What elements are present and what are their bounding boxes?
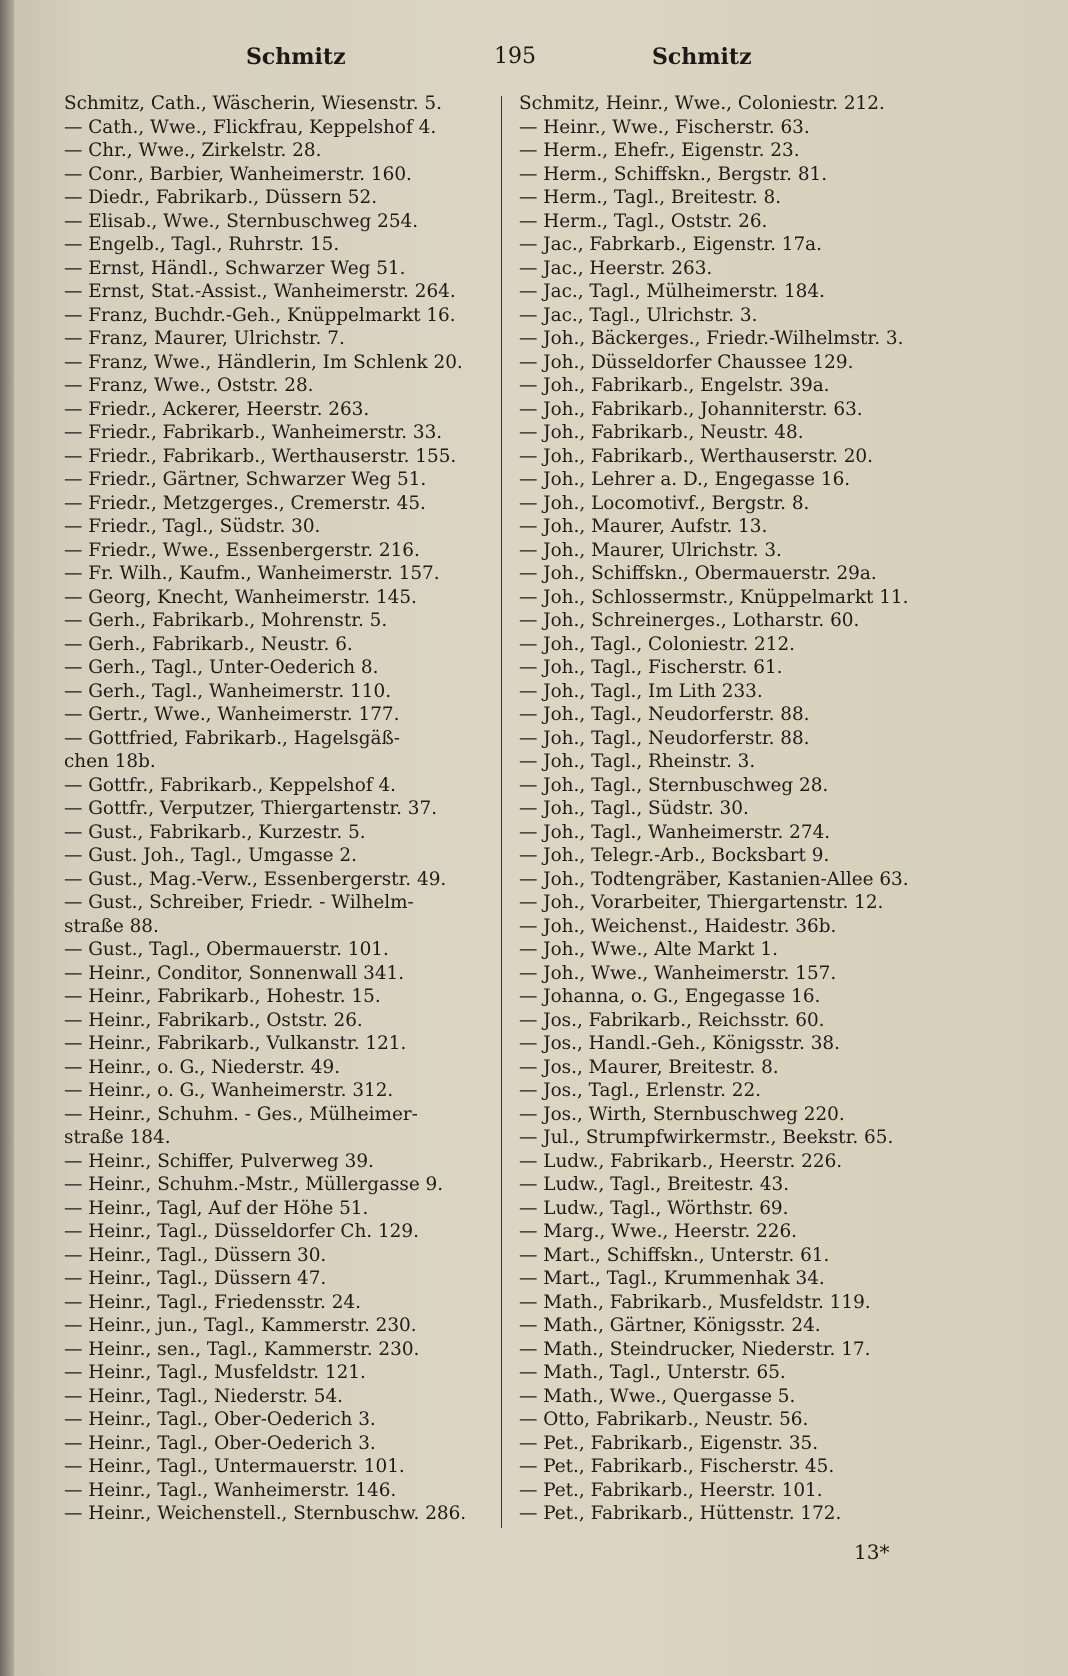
directory-entry: — Gottfr., Fabrikarb., Keppelshof 4. bbox=[64, 774, 397, 796]
directory-entry: — Jac., Fabrkarb., Eigenstr. 17a. bbox=[519, 234, 822, 255]
directory-entry: — Joh., Locomotivf., Bergstr. 8. bbox=[519, 492, 810, 514]
directory-entry: — Heinr., Tagl., Ober-Oederich 3. bbox=[64, 1432, 376, 1454]
directory-entry: — Cath., Wwe., Flickfrau, Keppelshof 4. bbox=[64, 116, 437, 138]
directory-entry: — Friedr., Gärtner, Schwarzer Weg 51. bbox=[64, 469, 427, 490]
directory-entry: — Joh., Fabrikarb., Johanniterstr. 63. bbox=[519, 398, 863, 420]
directory-entry: — Ernst, Händl., Schwarzer Weg 51. bbox=[64, 257, 406, 279]
directory-page bbox=[14, 0, 1068, 1676]
directory-entry: — Math., Steindrucker, Niederstr. 17. bbox=[519, 1338, 871, 1360]
directory-entry: — Jos., Tagl., Erlenstr. 22. bbox=[519, 1080, 762, 1101]
directory-entry: — Franz, Wwe., Oststr. 28. bbox=[64, 375, 314, 396]
directory-entry: — Gust., Mag.-Verw., Essenbergerstr. 49. bbox=[64, 868, 447, 890]
directory-entry: — Joh., Bäckerges., Friedr.-Wilhelmstr. 3. bbox=[519, 328, 904, 349]
directory-entry: — Joh., Wwe., Wanheimerstr. 157. bbox=[519, 962, 837, 984]
directory-entry: — Joh., Tagl., Fischerstr. 61. bbox=[519, 657, 783, 678]
directory-entry: — Friedr., Fabrikarb., Werthauserstr. 155. bbox=[64, 445, 457, 467]
directory-entry: — Joh., Fabrikarb., Neustr. 48. bbox=[519, 422, 804, 443]
directory-entry: straße 88. bbox=[64, 915, 159, 937]
directory-entry: — Joh., Tagl., Im Lith 233. bbox=[519, 680, 763, 702]
directory-entry: — Jac., Tagl., Ulrichstr. 3. bbox=[519, 304, 758, 326]
directory-entry: — Gust., Schreiber, Friedr. - Wilhelm- bbox=[64, 892, 414, 913]
directory-entry: — Heinr., Tagl., Düssern 30. bbox=[64, 1244, 327, 1266]
directory-entry: — Friedr., Fabrikarb., Wanheimerstr. 33. bbox=[64, 422, 443, 443]
directory-entry: — Johanna, o. G., Engegasse 16. bbox=[519, 986, 821, 1007]
directory-entry: — Joh., Maurer, Ulrichstr. 3. bbox=[519, 539, 782, 561]
signature-mark: 13* bbox=[854, 1540, 890, 1564]
directory-entry: Schmitz, Heinr., Wwe., Coloniestr. 212. bbox=[519, 93, 885, 114]
directory-entry: — Heinr., Tagl., Wanheimerstr. 146. bbox=[64, 1479, 397, 1501]
directory-entry: — Engelb., Tagl., Ruhrstr. 15. bbox=[64, 234, 340, 255]
directory-entry: — Joh., Fabrikarb., Engelstr. 39a. bbox=[519, 375, 830, 396]
directory-entry: — Gottfried, Fabrikarb., Hagelsgäß- bbox=[64, 727, 400, 749]
directory-entry: — Gerh., Fabrikarb., Neustr. 6. bbox=[64, 633, 353, 655]
directory-entry: — Mart., Schiffskn., Unterstr. 61. bbox=[519, 1244, 830, 1266]
directory-entry: — Pet., Fabrikarb., Eigenstr. 35. bbox=[519, 1432, 819, 1454]
directory-entry: — Gust., Tagl., Obermauerstr. 101. bbox=[64, 939, 389, 960]
directory-entry: — Herm., Tagl., Oststr. 26. bbox=[519, 210, 768, 232]
page-number: 195 bbox=[494, 44, 536, 69]
directory-entry: — Pet., Fabrikarb., Fischerstr. 45. bbox=[519, 1456, 835, 1477]
directory-entry: — Joh., Tagl., Wanheimerstr. 274. bbox=[519, 821, 831, 843]
directory-entry: — Ludw., Fabrikarb., Heerstr. 226. bbox=[519, 1150, 843, 1172]
directory-entry: — Jac., Heerstr. 263. bbox=[519, 257, 713, 279]
directory-entry: — Franz, Buchdr.-Geh., Knüppelmarkt 16. bbox=[64, 304, 456, 326]
directory-entry: — Joh., Maurer, Aufstr. 13. bbox=[519, 516, 768, 537]
directory-entry: — Math., Tagl., Unterstr. 65. bbox=[519, 1362, 786, 1383]
directory-entry: — Jul., Strumpfwirkermstr., Beekstr. 65. bbox=[519, 1127, 894, 1148]
directory-entry: — Joh., Todtengräber, Kastanien-Allee 63. bbox=[519, 868, 909, 890]
directory-entry: — Joh., Tagl., Neudorferstr. 88. bbox=[519, 704, 810, 725]
directory-entry: — Heinr., Weichenstell., Sternbuschw. 286. bbox=[64, 1503, 467, 1524]
directory-entry: — Jos., Handl.-Geh., Königsstr. 38. bbox=[519, 1033, 840, 1054]
directory-entry: — Heinr., sen., Tagl., Kammerstr. 230. bbox=[64, 1338, 420, 1360]
directory-entry: — Herm., Ehefr., Eigenstr. 23. bbox=[519, 140, 800, 161]
directory-entry: — Jos., Wirth, Sternbuschweg 220. bbox=[519, 1103, 845, 1125]
directory-entry: — Friedr., Wwe., Essenbergerstr. 216. bbox=[64, 539, 420, 561]
directory-entry: — Heinr., Schuhm.-Mstr., Müllergasse 9. bbox=[64, 1174, 444, 1195]
directory-entry: — Joh., Tagl., Rheinstr. 3. bbox=[519, 751, 756, 772]
directory-entry: — Math., Gärtner, Königsstr. 24. bbox=[519, 1315, 821, 1336]
header-left-title: Schmitz bbox=[246, 44, 346, 70]
directory-entry: — Jos., Fabrikarb., Reichsstr. 60. bbox=[519, 1009, 825, 1031]
directory-entry: — Heinr., Tagl., Ober-Oederich 3. bbox=[64, 1409, 376, 1430]
directory-entry: — Chr., Wwe., Zirkelstr. 28. bbox=[64, 140, 322, 161]
directory-entry: — Joh., Tagl., Südstr. 30. bbox=[519, 798, 749, 819]
directory-entry: — Joh., Fabrikarb., Werthauserstr. 20. bbox=[519, 445, 873, 467]
directory-entry: — Fr. Wilh., Kaufm., Wanheimerstr. 157. bbox=[64, 563, 440, 584]
directory-entry: — Heinr., Fabrikarb., Vulkanstr. 121. bbox=[64, 1033, 407, 1054]
directory-entry: — Pet., Fabrikarb., Heerstr. 101. bbox=[519, 1479, 823, 1501]
directory-entry: — Gust. Joh., Tagl., Umgasse 2. bbox=[64, 845, 357, 866]
left-column bbox=[64, 92, 494, 1526]
directory-entry: — Joh., Tagl., Coloniestr. 212. bbox=[519, 633, 796, 655]
directory-entry: — Pet., Fabrikarb., Hüttenstr. 172. bbox=[519, 1503, 842, 1524]
directory-entry: — Friedr., Metzgerges., Cremerstr. 45. bbox=[64, 492, 426, 514]
directory-entry: — Diedr., Fabrikarb., Düssern 52. bbox=[64, 187, 378, 208]
directory-entry: — Elisab., Wwe., Sternbuschweg 254. bbox=[64, 210, 419, 232]
directory-entry: — Heinr., Fabrikarb., Hohestr. 15. bbox=[64, 986, 381, 1007]
directory-entry: — Joh., Schreinerges., Lotharstr. 60. bbox=[519, 610, 860, 631]
directory-entry: — Heinr., Wwe., Fischerstr. 63. bbox=[519, 116, 810, 138]
directory-entry: — Joh., Tagl., Neudorferstr. 88. bbox=[519, 727, 810, 749]
directory-entry: — Marg., Wwe., Heerstr. 226. bbox=[519, 1221, 798, 1242]
directory-entry: — Math., Fabrikarb., Musfeldstr. 119. bbox=[519, 1291, 871, 1313]
header-right-title: Schmitz bbox=[652, 44, 752, 70]
directory-entry: — Heinr., Tagl, Auf der Höhe 51. bbox=[64, 1197, 369, 1219]
directory-entry: — Heinr., o. G., Niederstr. 49. bbox=[64, 1056, 341, 1078]
directory-entry: — Otto, Fabrikarb., Neustr. 56. bbox=[519, 1409, 809, 1430]
directory-entry: — Gerh., Tagl., Unter-Oederich 8. bbox=[64, 657, 379, 678]
directory-entry: — Joh., Wwe., Alte Markt 1. bbox=[519, 939, 778, 960]
directory-entry: — Heinr., Conditor, Sonnenwall 341. bbox=[64, 962, 405, 984]
page-header bbox=[14, 44, 1068, 80]
directory-entry: — Heinr., Tagl., Niederstr. 54. bbox=[64, 1385, 344, 1407]
directory-entry: — Jac., Tagl., Mülheimerstr. 184. bbox=[519, 281, 825, 302]
directory-entry: — Joh., Lehrer a. D., Engegasse 16. bbox=[519, 469, 851, 490]
directory-entry: — Gerh., Fabrikarb., Mohrenstr. 5. bbox=[64, 610, 388, 631]
directory-entry: — Joh., Telegr.-Arb., Bocksbart 9. bbox=[519, 845, 830, 866]
directory-entry: — Georg, Knecht, Wanheimerstr. 145. bbox=[64, 586, 417, 608]
directory-entry: — Ludw., Tagl., Wörthstr. 69. bbox=[519, 1197, 789, 1219]
directory-entry: — Joh., Tagl., Sternbuschweg 28. bbox=[519, 774, 829, 796]
directory-entry: — Heinr., Schuhm. - Ges., Mülheimer- bbox=[64, 1103, 418, 1125]
directory-entry: — Joh., Schiffskn., Obermauerstr. 29a. bbox=[519, 563, 877, 584]
directory-entry: — Heinr., jun., Tagl., Kammerstr. 230. bbox=[64, 1315, 417, 1336]
directory-entry: — Ludw., Tagl., Breitestr. 43. bbox=[519, 1174, 790, 1195]
directory-entry: — Gertr., Wwe., Wanheimerstr. 177. bbox=[64, 704, 400, 725]
directory-entry: — Math., Wwe., Quergasse 5. bbox=[519, 1385, 796, 1407]
directory-entry: — Heinr., Tagl., Musfeldstr. 121. bbox=[64, 1362, 366, 1383]
directory-entry: — Conr., Barbier, Wanheimerstr. 160. bbox=[64, 163, 412, 185]
directory-entry: — Franz, Wwe., Händlerin, Im Schlenk 20. bbox=[64, 351, 463, 373]
directory-entry: — Heinr., o. G., Wanheimerstr. 312. bbox=[64, 1080, 394, 1101]
directory-entry: — Heinr., Tagl., Friedensstr. 24. bbox=[64, 1291, 361, 1313]
directory-entry: — Joh., Schlossermstr., Knüppelmarkt 11. bbox=[519, 586, 909, 608]
directory-entry: — Joh., Weichenst., Haidestr. 36b. bbox=[519, 915, 837, 937]
directory-entry: — Mart., Tagl., Krummenhak 34. bbox=[519, 1268, 825, 1289]
right-column bbox=[519, 92, 959, 1526]
directory-entry: — Gerh., Tagl., Wanheimerstr. 110. bbox=[64, 680, 392, 702]
directory-entry: — Franz, Maurer, Ulrichstr. 7. bbox=[64, 328, 345, 349]
directory-entry: — Gottfr., Verputzer, Thiergartenstr. 37. bbox=[64, 798, 438, 819]
directory-entry: — Gust., Fabrikarb., Kurzestr. 5. bbox=[64, 821, 366, 843]
directory-entry: — Friedr., Tagl., Südstr. 30. bbox=[64, 516, 321, 537]
directory-entry: — Herm., Tagl., Breitestr. 8. bbox=[519, 187, 782, 208]
directory-entry: — Joh., Vorarbeiter, Thiergartenstr. 12. bbox=[519, 892, 884, 913]
directory-entry: Schmitz, Cath., Wäscherin, Wiesenstr. 5. bbox=[64, 93, 442, 114]
directory-entry: — Herm., Schiffskn., Bergstr. 81. bbox=[519, 163, 828, 185]
directory-entry: — Friedr., Ackerer, Heerstr. 263. bbox=[64, 398, 370, 420]
directory-entry: — Heinr., Tagl., Düssern 47. bbox=[64, 1268, 327, 1289]
directory-entry: — Heinr., Tagl., Untermauerstr. 101. bbox=[64, 1456, 405, 1477]
directory-entry: — Heinr., Schiffer, Pulverweg 39. bbox=[64, 1150, 374, 1172]
column-divider bbox=[501, 96, 502, 1528]
directory-entry: straße 184. bbox=[64, 1127, 171, 1148]
directory-entry: — Ernst, Stat.-Assist., Wanheimerstr. 264. bbox=[64, 281, 456, 302]
directory-entry: — Joh., Düsseldorfer Chaussee 129. bbox=[519, 351, 854, 373]
directory-entry: — Heinr., Tagl., Düsseldorfer Ch. 129. bbox=[64, 1221, 419, 1242]
directory-entry: — Jos., Maurer, Breitestr. 8. bbox=[519, 1056, 779, 1078]
directory-entry: chen 18b. bbox=[64, 751, 156, 772]
directory-entry: — Heinr., Fabrikarb., Oststr. 26. bbox=[64, 1009, 363, 1031]
page-binding-edge bbox=[0, 0, 14, 1676]
